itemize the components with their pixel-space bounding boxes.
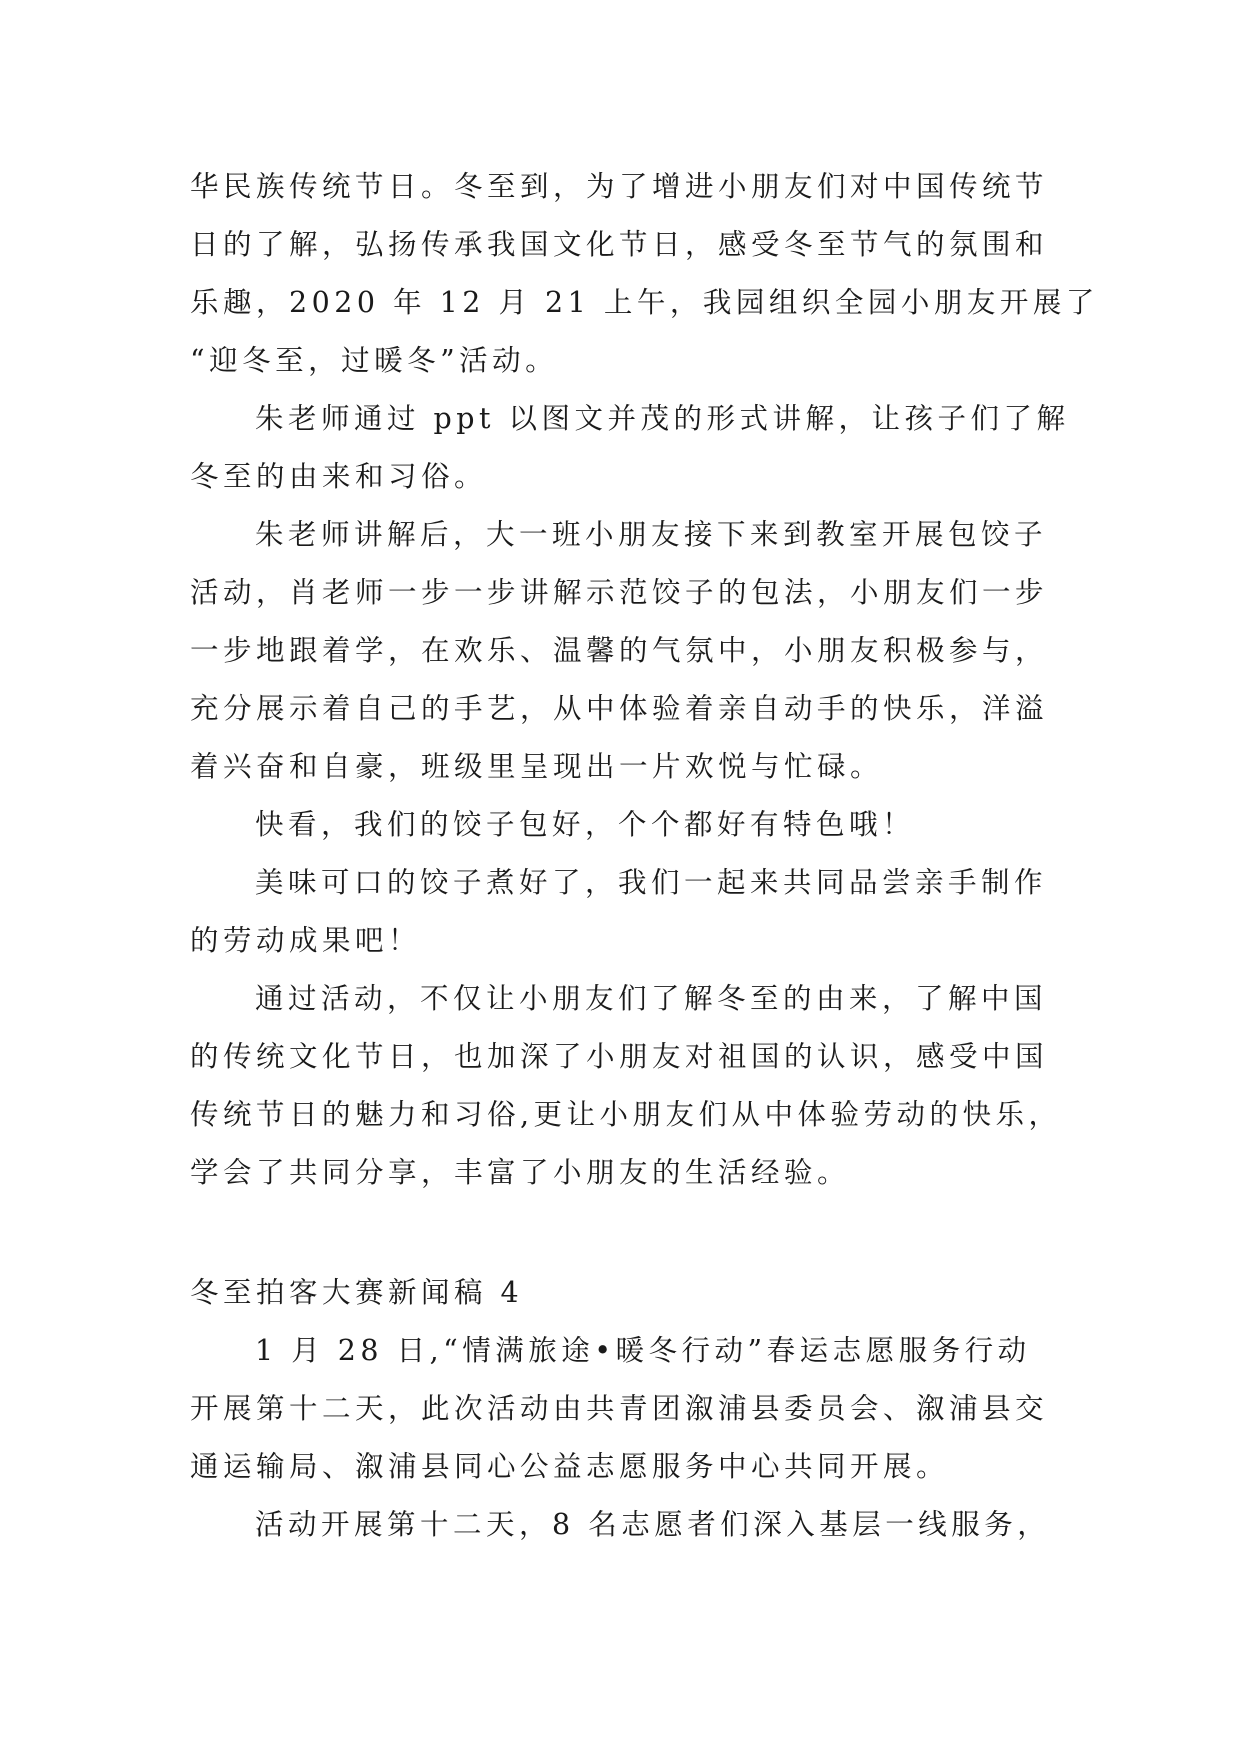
paragraph-line: 乐趣，2020 年 12 月 21 上午，我园组织全园小朋友开展了	[190, 286, 1099, 319]
paragraph-line: 着兴奋和自豪，班级里呈现出一片欢悦与忙碌。	[190, 750, 884, 783]
paragraph-line: 朱老师讲解后，大一班小朋友接下来到教室开展包饺子	[255, 518, 1048, 551]
section-spacer	[190, 1202, 1090, 1264]
paragraph-line: 日的了解，弘扬传承我国文化节日，感受冬至节气的氛围和	[190, 228, 1049, 261]
paragraph-line: 1 月 28 日,“情满旅途•暖冬行动”春运志愿服务行动	[255, 1334, 1031, 1367]
paragraph-line: “迎冬至，过暖冬”活动。	[190, 344, 559, 377]
paragraph-line: 通过活动，不仅让小朋友们了解冬至的由来，了解中国	[255, 982, 1048, 1015]
paragraph-line: 快看，我们的饺子包好，个个都好有特色哦！	[255, 808, 916, 841]
paragraph-line: 通运输局、溆浦县同心公益志愿服务中心共同开展。	[190, 1450, 950, 1483]
paragraph-line: 充分展示着自己的手艺，从中体验着亲自动手的快乐，洋溢	[190, 692, 1049, 725]
paragraph-line: 一步地跟着学，在欢乐、温馨的气氛中，小朋友积极参与，	[190, 634, 1049, 667]
section-title: 冬至拍客大赛新闻稿 4	[190, 1276, 524, 1309]
paragraph-line: 美味可口的饺子煮好了，我们一起来共同品尝亲手制作	[255, 866, 1048, 899]
paragraph-line: 活动，肖老师一步一步讲解示范饺子的包法，小朋友们一步	[190, 576, 1049, 609]
paragraph-line: 学会了共同分享，丰富了小朋友的生活经验。	[190, 1156, 851, 1189]
document-body	[190, 158, 1099, 1554]
paragraph-line: 朱老师通过 ppt 以图文并茂的形式讲解，让孩子们了解	[255, 402, 1070, 435]
paragraph-line: 活动开展第十二天，8 名志愿者们深入基层一线服务，	[255, 1508, 1051, 1541]
paragraph-line: 开展第十二天，此次活动由共青团溆浦县委员会、溆浦县交	[190, 1392, 1049, 1425]
paragraph-line: 的传统文化节日，也加深了小朋友对祖国的认识，感受中国	[190, 1040, 1049, 1073]
paragraph-line: 的劳动成果吧！	[190, 924, 422, 957]
paragraph-line: 冬至的由来和习俗。	[190, 460, 488, 493]
paragraph-line: 传统节日的魅力和习俗,更让小朋友们从中体验劳动的快乐，	[190, 1098, 1062, 1131]
paragraph-line: 华民族传统节日。冬至到，为了增进小朋友们对中国传统节	[190, 170, 1049, 203]
